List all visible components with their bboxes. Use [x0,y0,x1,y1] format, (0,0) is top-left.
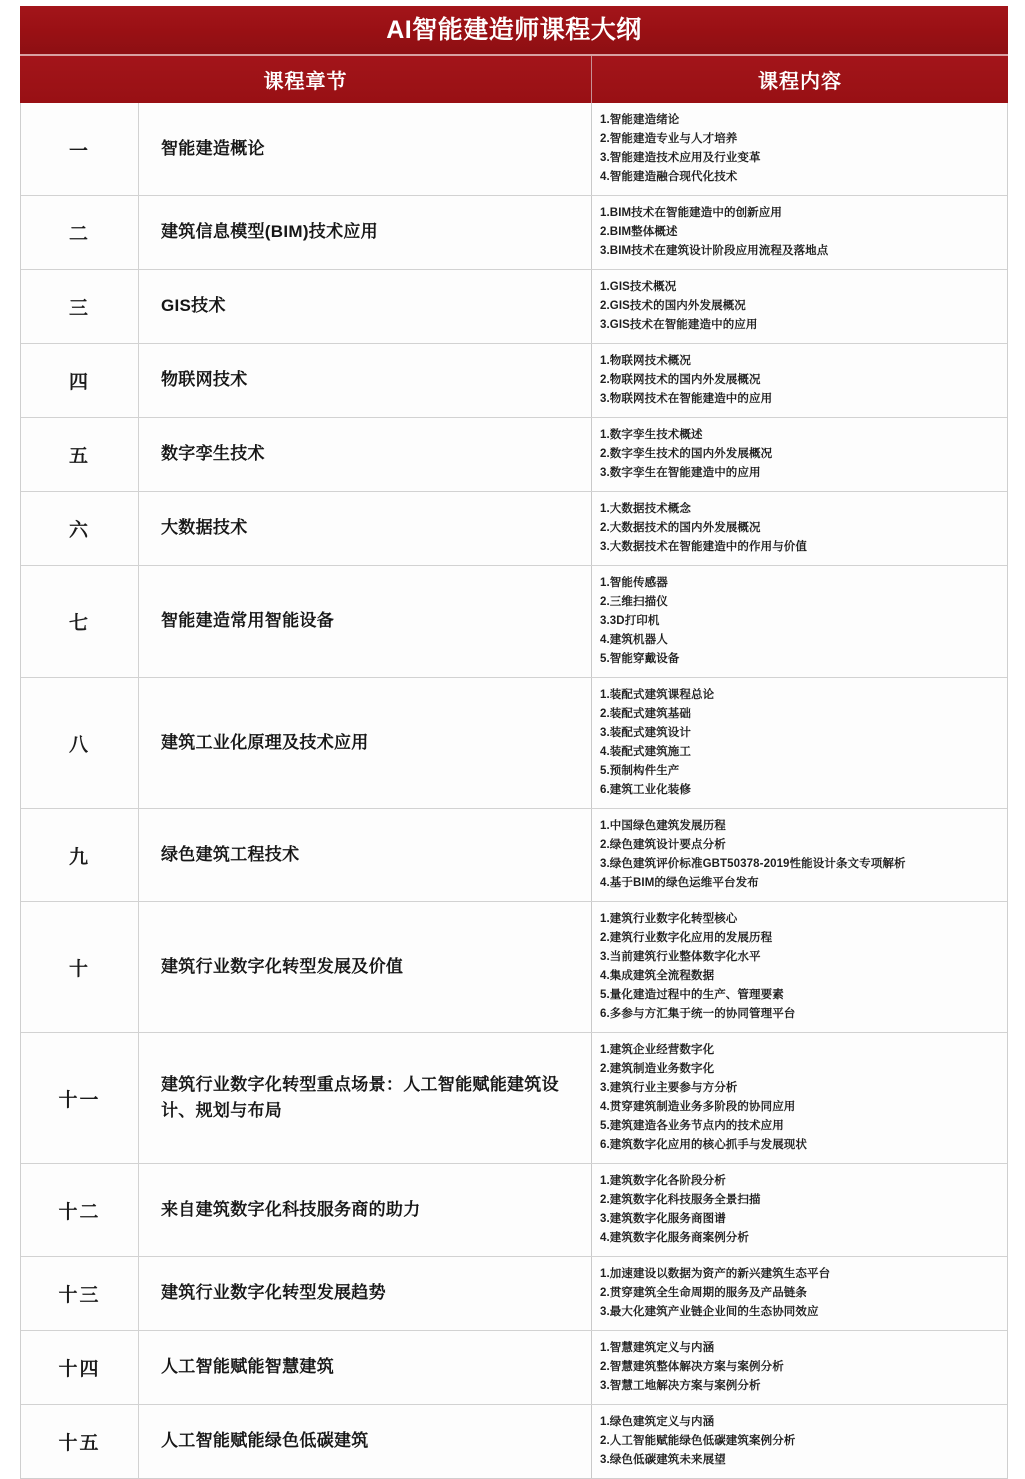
chapter-number-cell [21,196,139,269]
chapter-number-cell [21,270,139,343]
table-body [20,103,1008,1479]
course-content-cell [592,566,1007,677]
chapter-title: 来自建筑数字化科技服务商的助力 [161,1199,421,1219]
course-content-item: 3.绿色建筑评价标准GBT50378-2019性能设计条文专项解析 [600,858,906,870]
chapter-title: 数字孪生技术 [161,444,265,464]
chapter-number: 五 [68,446,90,467]
course-content-item: 3.智能建造技术应用及行业变革 [600,152,761,164]
chapter-title: 大数据技术 [161,518,248,538]
course-content-item: 3.BIM技术在建筑设计阶段应用流程及落地点 [600,245,829,257]
chapter-title: 建筑行业数字化转型发展趋势 [161,1283,386,1303]
chapter-title: 智能建造常用智能设备 [161,611,334,631]
column-header-chapter [20,56,592,103]
column-header-chapter-label: 课程章节 [263,71,348,93]
chapter-title: 物联网技术 [161,370,248,390]
chapter-title: 智能建造概论 [161,138,265,158]
course-content-item: 3.装配式建筑设计 [600,727,691,739]
chapter-number-cell [21,678,139,808]
course-content-item: 1.智慧建筑定义与内涵 [600,1342,715,1354]
course-content-item: 6.多参与方汇集于统一的协同管理平台 [600,1008,796,1020]
chapter-number-cell [21,1331,139,1404]
chapter-number: 一 [68,140,90,162]
course-content-item: 1.绿色建筑定义与内涵 [600,1416,715,1428]
chapter-title-cell [139,196,592,269]
course-content-item: 3.绿色低碳建筑未来展望 [600,1454,726,1466]
table-row [21,492,1007,566]
course-content-item: 1.智能建造绪论 [600,114,680,126]
chapter-number-cell [21,1257,139,1330]
chapter-number: 二 [68,224,90,245]
chapter-title-cell [139,1331,592,1404]
column-header-content-label: 课程内容 [758,71,842,93]
course-outline-table [20,6,1008,1479]
chapter-title-cell [139,103,592,195]
course-content-cell [592,809,1007,901]
chapter-number: 十一 [58,1089,101,1111]
course-content-item: 3.建筑数字化服务商图谱 [600,1213,726,1225]
course-content-item: 2.GIS技术的国内外发展概况 [600,300,746,312]
course-content-item: 4.建筑数字化服务商案例分析 [600,1232,749,1244]
chapter-title: GIS技术 [161,296,226,316]
course-content-item: 6.建筑工业化装修 [600,784,691,796]
chapter-title: 建筑工业化原理及技术应用 [161,732,369,752]
chapter-number-cell [21,566,139,677]
chapter-number: 十二 [58,1201,101,1223]
chapter-title: 人工智能赋能绿色低碳建筑 [161,1431,369,1451]
course-content-item: 4.智能建造融合现代化技术 [600,171,738,183]
course-content-item: 6.建筑数字化应用的核心抓手与发展现状 [600,1139,807,1151]
table-row [21,344,1007,418]
chapter-number-cell [21,809,139,901]
chapter-title-cell [139,902,592,1032]
course-content-item: 2.大数据技术的国内外发展概况 [600,522,761,534]
table-row [21,1331,1007,1405]
course-content-item: 3.大数据技术在智能建造中的作用与价值 [600,541,807,553]
course-content-item: 3.数字孪生在智能建造中的应用 [600,467,761,479]
chapter-title-cell [139,1405,592,1478]
course-content-item: 1.加速建设以数据为资产的新兴建筑生态平台 [600,1268,831,1280]
course-content-cell [592,103,1007,195]
course-content-item: 1.BIM技术在智能建造中的创新应用 [600,207,782,219]
table-row [21,1405,1007,1478]
chapter-number-cell [21,103,139,195]
course-content-cell [592,196,1007,269]
chapter-number: 十三 [58,1285,101,1306]
course-content-cell [592,1331,1007,1404]
chapter-title-cell [139,344,592,417]
course-content-item: 4.集成建筑全流程数据 [600,970,715,982]
chapter-title-cell [139,678,592,808]
course-content-item: 1.数字孪生技术概述 [600,429,703,441]
course-content-item: 5.智能穿戴设备 [600,653,680,665]
course-content-cell [592,1164,1007,1256]
course-content-item: 4.基于BIM的绿色运维平台发布 [600,877,759,889]
course-content-item: 2.智能建造专业与人才培养 [600,133,738,145]
chapter-title-cell [139,418,592,491]
chapter-title-cell [139,809,592,901]
course-content-item: 1.装配式建筑课程总论 [600,689,715,701]
course-content-cell [592,678,1007,808]
course-content-item: 3.当前建筑行业整体数字化水平 [600,951,761,963]
chapter-number: 四 [68,372,90,393]
chapter-title: 人工智能赋能智慧建筑 [161,1357,334,1377]
chapter-number: 九 [68,846,90,868]
course-content-item: 3.物联网技术在智能建造中的应用 [600,393,773,405]
table-row [21,1033,1007,1164]
course-content-item: 3.最大化建筑产业链企业间的生态协同效应 [600,1306,819,1318]
chapter-number-cell [21,492,139,565]
table-row [21,809,1007,902]
course-content-cell [592,492,1007,565]
chapter-number: 三 [68,298,90,319]
table-row [21,103,1007,196]
chapter-number-cell [21,344,139,417]
chapter-title-cell [139,1164,592,1256]
course-content-cell [592,1405,1007,1478]
chapter-number: 十四 [58,1359,101,1380]
course-content-cell [592,1033,1007,1163]
chapter-number-cell [21,1164,139,1256]
course-content-item: 5.预制构件生产 [600,765,680,777]
column-header-content [592,56,1008,103]
course-content-item: 2.装配式建筑基础 [600,708,691,720]
course-content-item: 4.建筑机器人 [600,634,668,646]
chapter-number-cell [21,1033,139,1163]
table-row [21,270,1007,344]
chapter-number: 十 [68,958,90,980]
chapter-title-cell [139,566,592,677]
course-content-item: 1.智能传感器 [600,577,668,589]
chapter-title: 建筑行业数字化转型重点场景：人工智能赋能建筑设计、规划与布局 [161,1074,559,1120]
table-row [21,1164,1007,1257]
chapter-number: 七 [68,613,90,634]
course-content-item: 3.建筑行业主要参与方分析 [600,1082,738,1094]
course-content-item: 2.建筑制造业务数字化 [600,1063,715,1075]
course-content-item: 5.量化建造过程中的生产、管理要素 [600,989,784,1001]
chapter-number-cell [21,1405,139,1478]
course-content-item: 1.建筑企业经营数字化 [600,1044,715,1056]
table-row [21,678,1007,809]
course-content-cell [592,270,1007,343]
course-content-item: 2.数字孪生技术的国内外发展概况 [600,448,773,460]
chapter-number-cell [21,418,139,491]
chapter-title: 建筑信息模型(BIM)技术应用 [161,222,378,242]
course-content-item: 2.建筑数字化科技服务全景扫描 [600,1194,761,1206]
chapter-number: 八 [68,734,90,756]
table-column-header-row [20,56,1008,103]
table-row [21,566,1007,678]
chapter-title: 建筑行业数字化转型发展及价值 [161,956,404,976]
course-content-item: 1.建筑数字化各阶段分析 [600,1175,726,1187]
chapter-title-cell [139,492,592,565]
chapter-title: 绿色建筑工程技术 [161,844,300,864]
course-content-item: 2.人工智能赋能绿色低碳建筑案例分析 [600,1435,796,1447]
chapter-number: 十五 [58,1433,101,1454]
page-title: AI智能建造师课程大纲 [386,15,642,44]
table-row [21,902,1007,1033]
table-row [21,196,1007,270]
course-content-item: 2.物联网技术的国内外发展概况 [600,374,761,386]
chapter-number-cell [21,902,139,1032]
course-content-item: 2.BIM整体概述 [600,226,678,238]
course-content-item: 5.建筑建造各业务节点内的技术应用 [600,1120,784,1132]
chapter-title-cell [139,1257,592,1330]
course-content-item: 2.建筑行业数字化应用的发展历程 [600,932,773,944]
table-row [21,418,1007,492]
course-content-cell [592,1257,1007,1330]
course-content-item: 3.GIS技术在智能建造中的应用 [600,319,758,331]
chapter-number: 六 [68,520,90,541]
course-content-item: 2.三维扫描仪 [600,596,668,608]
course-content-item: 1.GIS技术概况 [600,281,677,293]
course-content-item: 1.大数据技术概念 [600,503,691,515]
course-content-item: 4.装配式建筑施工 [600,746,691,758]
table-row [21,1257,1007,1331]
chapter-title-cell [139,1033,592,1163]
course-content-cell [592,344,1007,417]
course-content-item: 4.贯穿建筑制造业务多阶段的协同应用 [600,1101,796,1113]
course-content-item: 1.建筑行业数字化转型核心 [600,913,738,925]
course-content-cell [592,418,1007,491]
course-content-cell [592,902,1007,1032]
course-content-item: 2.贯穿建筑全生命周期的服务及产品链条 [600,1287,807,1299]
course-content-item: 1.物联网技术概况 [600,355,691,367]
course-content-item: 3.3D打印机 [600,615,660,627]
course-content-item: 3.智慧工地解决方案与案例分析 [600,1380,761,1392]
course-content-item: 2.绿色建筑设计要点分析 [600,839,726,851]
chapter-title-cell [139,270,592,343]
course-content-item: 1.中国绿色建筑发展历程 [600,820,726,832]
table-banner [20,6,1008,56]
course-content-item: 2.智慧建筑整体解决方案与案例分析 [600,1361,784,1373]
